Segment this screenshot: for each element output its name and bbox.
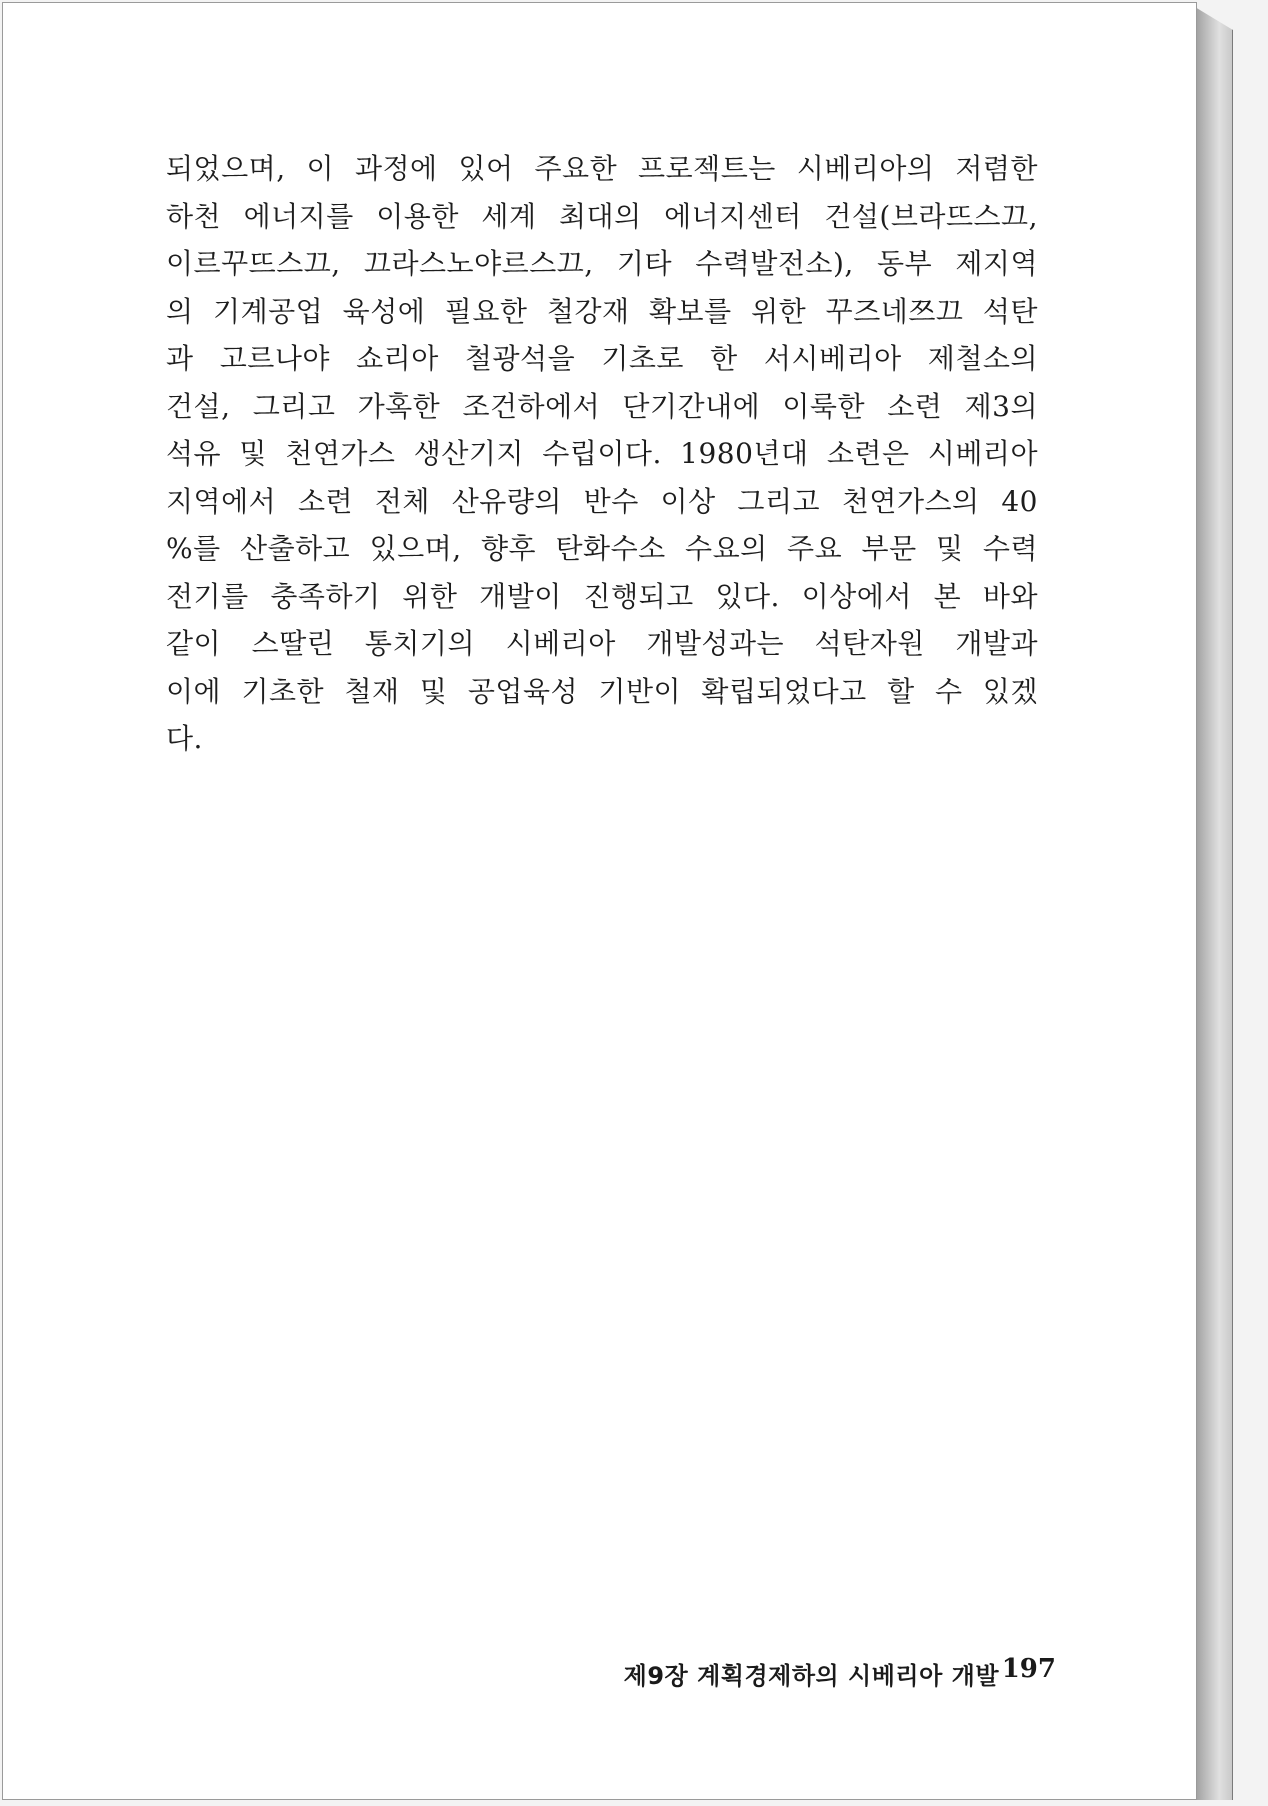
text-line: 의 기계공업 육성에 필요한 철강재 확보를 위한 꾸즈네쯔끄 석탄 xyxy=(166,294,1038,328)
text-line: 되었으며, 이 과정에 있어 주요한 프로젝트는 시베리아의 저렴한 xyxy=(166,152,1038,185)
text-line: 이에 기초한 철재 및 공업육성 기반이 확립되었다고 할 수 있겠 xyxy=(166,674,1038,708)
page-number: 197 xyxy=(1001,1654,1056,1684)
text-line: 전기를 충족하기 위한 개발이 진행되고 있다. 이상에서 본 바와 xyxy=(166,579,1038,613)
text-line: 건설, 그리고 가혹한 조건하에서 단기간내에 이룩한 소련 제3의 xyxy=(166,389,1038,423)
running-head: 제9장 계획경제하의 시베리아 개발 xyxy=(623,1662,999,1690)
text-line: 하천 에너지를 이용한 세계 최대의 에너지센터 건설(브라뜨스끄, xyxy=(166,199,1038,233)
body-paragraph xyxy=(166,145,1038,763)
book-page xyxy=(2,2,1197,1800)
text-line: %를 산출하고 있으며, 향후 탄화수소 수요의 주요 부문 및 수력 xyxy=(166,532,1038,565)
text-line: 석유 및 천연가스 생산기지 수립이다. 1980년대 소련은 시베리아 xyxy=(166,437,1038,470)
text-line: 이르꾸뜨스끄, 끄라스노야르스끄, 기타 수력발전소), 동부 제지역 xyxy=(166,247,1038,280)
text-line: 지역에서 소련 전체 산유량의 반수 이상 그리고 천연가스의 40 xyxy=(166,484,1038,518)
text-line: 과 고르나야 쇼리아 철광석을 기초로 한 서시베리아 제철소의 xyxy=(166,342,1038,375)
text-line: 다. xyxy=(166,722,203,755)
text-line: 같이 스딸린 통치기의 시베리아 개발성과는 석탄자원 개발과 xyxy=(166,627,1038,660)
